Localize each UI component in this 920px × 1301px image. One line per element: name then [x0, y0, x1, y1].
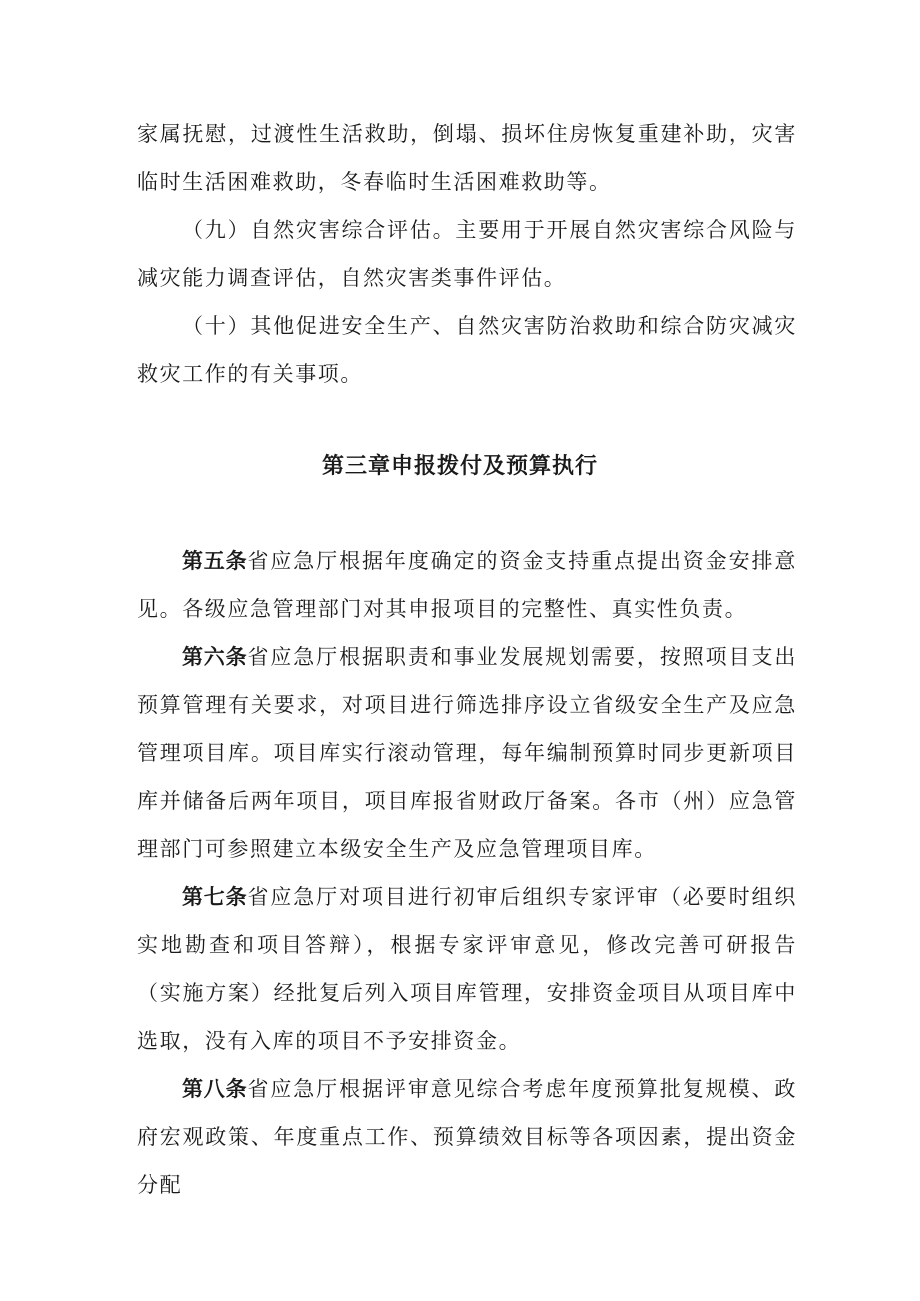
article-text: 省应急厅根据年度确定的资金支持重点提出资金安排意见。各级应急管理部门对其申报项目的完整性、真实性负责。 — [137, 549, 797, 621]
article-text: 省应急厅对项目进行初审后组织专家评审（必要时组织实地勘查和项目答辩），根据专家评审意见，修改完善可研报告（实施方案）经批复后列入项目库管理，安排资金项目从项目库中选取，没有入库的项目不予安排资金。 — [137, 885, 797, 1053]
article-8 — [137, 1065, 797, 1209]
paragraph-item-10 — [137, 302, 797, 398]
article-6 — [137, 633, 797, 873]
article-text: 省应急厅根据评审意见综合考虑年度预算批复规模、政府宏观政策、年度重点工作、预算绩效目标等各项因素，提出资金分配 — [137, 1077, 797, 1197]
chapter-title: 第三章申报拨付及预算执行 — [321, 454, 598, 479]
article-label: 第六条 — [182, 645, 248, 669]
article-5 — [137, 537, 797, 633]
article-label: 第八条 — [182, 1077, 248, 1101]
article-label: 第七条 — [182, 885, 248, 909]
article-text: 省应急厅根据职责和事业发展规划需要，按照项目支出预算管理有关要求，对项目进行筛选排序设立省级安全生产及应急管理项目库。项目库实行滚动管理，每年编制预算时同步更新项目库并储备后两年项目，项目库报省财政厅备案。各市（州）应急管理部门可参照建立本级安全生产及应急管理项目库。 — [137, 645, 797, 861]
paragraph-text: （九）自然灾害综合评估。主要用于开展自然灾害综合风险与减灾能力调查评估，自然灾害类事件评估。 — [137, 218, 797, 290]
paragraph-text: 家属抚慰，过渡性生活救助，倒塌、损坏住房恢复重建补助，灾害临时生活困难救助，冬春临时生活困难救助等。 — [137, 122, 797, 194]
paragraph-text: （十）其他促进安全生产、自然灾害防治救助和综合防灾减灾救灾工作的有关事项。 — [137, 314, 797, 386]
paragraph-continuation — [137, 110, 797, 206]
paragraph-item-9 — [137, 206, 797, 302]
article-label: 第五条 — [182, 549, 248, 573]
article-7 — [137, 873, 797, 1065]
